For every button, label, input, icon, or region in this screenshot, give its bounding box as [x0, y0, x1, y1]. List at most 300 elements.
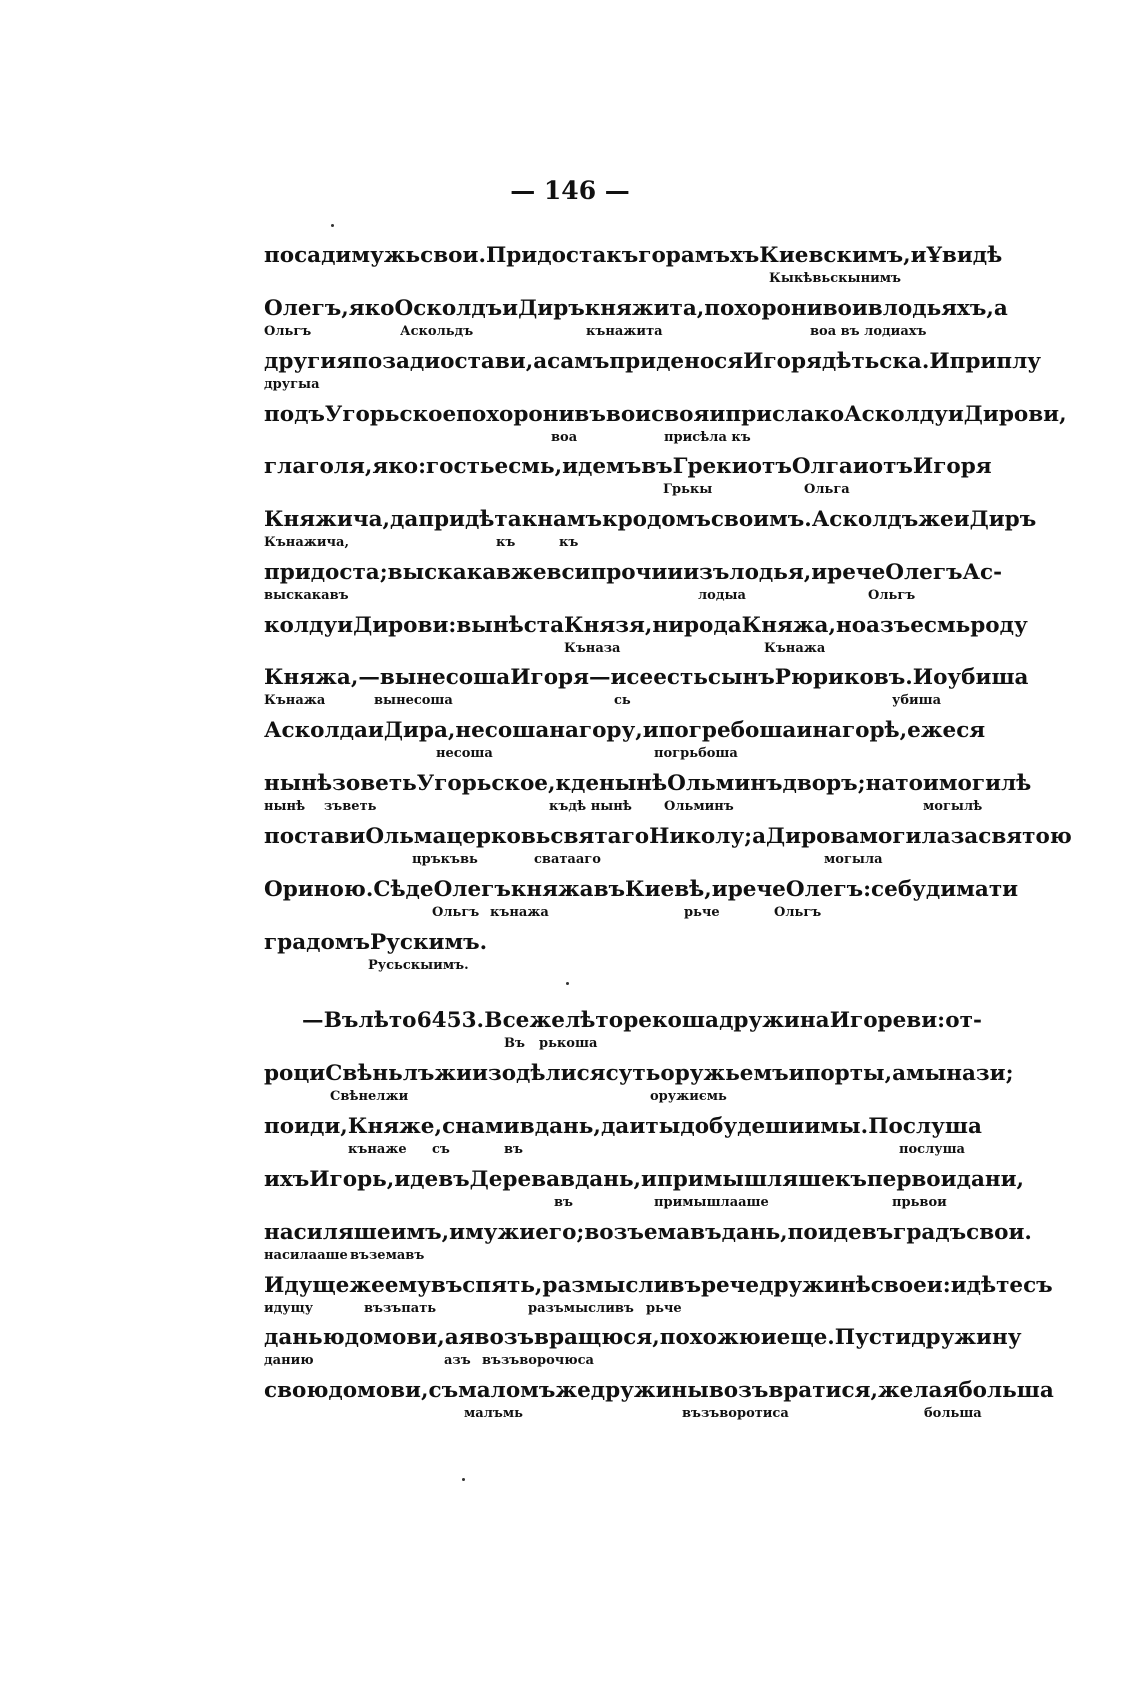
- word: отъ: [868, 454, 913, 479]
- word: Дирова: [766, 824, 860, 849]
- word: изъ: [683, 560, 730, 585]
- word: идѣте: [950, 1273, 1024, 1298]
- gloss-line: [264, 957, 982, 975]
- word: Дирови,: [963, 402, 1067, 427]
- gloss-line: [264, 270, 982, 288]
- line-text: [264, 823, 1072, 851]
- gloss-line: [264, 481, 982, 499]
- word: в: [867, 296, 883, 321]
- word: и: [502, 296, 519, 321]
- gloss-word: воа: [551, 430, 578, 445]
- word: въ: [641, 454, 673, 479]
- word: нынѣ: [264, 771, 333, 796]
- word: и: [804, 1114, 821, 1139]
- word: Идуще: [264, 1273, 350, 1298]
- gloss-word: рьче: [684, 905, 720, 920]
- word: рода: [684, 613, 742, 638]
- word: есть: [653, 665, 708, 690]
- word: святаго: [550, 824, 650, 849]
- word: и: [760, 1325, 777, 1350]
- line-text: [264, 348, 1042, 376]
- gloss-word: сь: [614, 693, 631, 708]
- word: Киевскимъ,: [759, 243, 911, 268]
- gloss-word: другыа: [264, 377, 320, 392]
- gloss-word: примышлааше: [654, 1195, 769, 1210]
- gloss-word: идущу: [264, 1301, 314, 1316]
- gloss-word: кънажа: [490, 905, 549, 920]
- gloss-word: присѣла къ: [664, 430, 751, 445]
- gloss-word: зъветь: [324, 799, 377, 814]
- word: похожю: [659, 1325, 761, 1350]
- gloss-line: [264, 323, 982, 341]
- gloss-word: Русьскыимъ.: [368, 958, 469, 973]
- word: поиде: [787, 1220, 862, 1245]
- word: добудеши: [680, 1114, 805, 1139]
- word: вынесоша: [379, 665, 511, 690]
- word: приплу: [949, 349, 1042, 374]
- gloss-word: нынѣ: [264, 799, 306, 814]
- gloss-word: Кънажа: [764, 641, 826, 656]
- gloss-word: сватааго: [534, 852, 601, 867]
- gloss-word: выскакавъ: [264, 588, 349, 603]
- word: буди: [897, 877, 957, 902]
- gloss-word: Ольга: [804, 482, 850, 497]
- word: возъвращюся,: [474, 1325, 660, 1350]
- word: дружина: [719, 1008, 830, 1033]
- word: маломъ: [458, 1378, 556, 1403]
- word: лѣто: [358, 1008, 417, 1033]
- gloss-word: лодыа: [698, 588, 746, 603]
- word: 6453.: [416, 1008, 485, 1033]
- gloss-word: данию: [264, 1353, 314, 1368]
- gloss-word: азъ: [444, 1353, 471, 1368]
- word: Въ: [323, 1008, 359, 1033]
- word: и: [852, 454, 869, 479]
- word: лѣто: [565, 1008, 624, 1033]
- line-text: [264, 929, 982, 957]
- gloss-word: несоша: [436, 746, 493, 761]
- word: другия: [264, 349, 353, 374]
- word: посади: [264, 243, 352, 268]
- word: порты,: [804, 1061, 893, 1086]
- text-line: [264, 295, 1008, 339]
- word: дань,: [534, 1114, 601, 1139]
- word: и: [610, 665, 627, 690]
- line-text: [264, 453, 992, 481]
- gloss-word: възъворотиса: [682, 1406, 789, 1421]
- gloss-word: послуша: [899, 1142, 965, 1157]
- gloss-word: Къназа: [564, 641, 621, 656]
- word: остави,: [440, 349, 534, 374]
- word: и: [910, 243, 927, 268]
- word: дань,: [574, 1167, 642, 1192]
- word: а: [533, 349, 548, 374]
- word: Греки: [672, 454, 748, 479]
- word: къ: [606, 243, 639, 268]
- word: къ: [834, 1167, 867, 1192]
- line-text: [264, 506, 1037, 534]
- word: градомъ: [264, 930, 370, 955]
- word: его;: [535, 1220, 585, 1245]
- word: съ: [1023, 1273, 1053, 1298]
- text-line: [264, 612, 1028, 656]
- word: подъ: [264, 402, 325, 427]
- word: гору,: [578, 718, 643, 743]
- gloss-word: Въ: [504, 1036, 525, 1051]
- line-text: [264, 1060, 1014, 1088]
- text-line: [264, 1377, 1054, 1421]
- word: и: [796, 718, 813, 743]
- word: могила: [859, 824, 951, 849]
- gloss-line: [264, 851, 982, 869]
- gloss-word: къ: [496, 535, 516, 550]
- gloss-line: [264, 1247, 982, 1265]
- gloss-word: больша: [924, 1406, 982, 1421]
- word: рече: [727, 877, 786, 902]
- word: Диръ: [969, 507, 1037, 532]
- line-text: [264, 664, 1029, 692]
- word: родомъ: [617, 507, 711, 532]
- word: самъ: [547, 349, 610, 374]
- word: вы: [456, 613, 493, 638]
- word: свою: [264, 1378, 329, 1403]
- word: я: [458, 1325, 475, 1350]
- word: примышляше: [657, 1167, 835, 1192]
- line-text: [264, 242, 1003, 270]
- word: же: [349, 1273, 385, 1298]
- word: имъ,: [390, 1220, 450, 1245]
- gloss-word: кънажита: [586, 324, 663, 339]
- word: Диръ: [518, 296, 585, 321]
- gloss-word: кънаже: [348, 1142, 407, 1157]
- line-text: [264, 401, 1067, 429]
- gloss-word: Ольгъ: [264, 324, 312, 339]
- gloss-line: [264, 1352, 982, 1370]
- word: роду: [970, 613, 1028, 638]
- text-line: [264, 1007, 982, 1051]
- gloss-word: убиша: [892, 693, 942, 708]
- word: Игоря: [912, 454, 992, 479]
- word: в: [519, 1114, 535, 1139]
- gloss-word: къ: [559, 535, 579, 550]
- word: есмь: [910, 613, 971, 638]
- word: насиляше: [264, 1220, 391, 1245]
- word: же: [555, 1378, 591, 1403]
- word: Послуша: [868, 1114, 982, 1139]
- word: Киевѣ,: [625, 877, 712, 902]
- gloss-word: Кыкѣвьскынимъ: [769, 271, 901, 286]
- word: дворъ;: [782, 771, 866, 796]
- word: дружинѣ: [759, 1273, 871, 1298]
- word: свои.: [966, 1220, 1032, 1245]
- gloss-word: Ольгъ: [868, 588, 916, 603]
- word: изодѣлися: [472, 1061, 606, 1086]
- line-text: [264, 770, 1032, 798]
- word: Дирови:: [353, 613, 457, 638]
- word: вси: [546, 560, 591, 585]
- word: Николу;: [649, 824, 753, 849]
- word: суть: [605, 1061, 661, 1086]
- word: есмь,: [494, 454, 563, 479]
- word: от-: [945, 1008, 982, 1033]
- word: Осколдъ: [394, 296, 503, 321]
- line-text: [264, 1113, 982, 1141]
- word: градъ: [893, 1220, 967, 1245]
- word: еще.: [776, 1325, 835, 1350]
- word: колду: [264, 613, 338, 638]
- text-line: [264, 876, 1019, 920]
- word: мужи: [465, 1220, 536, 1245]
- gloss-word: Кънажа: [264, 693, 326, 708]
- text-line: [264, 1060, 1014, 1104]
- word: Игоря: [743, 349, 822, 374]
- word: дружину: [911, 1325, 1022, 1350]
- gloss-word: съ: [432, 1142, 450, 1157]
- gloss-word: рькоша: [539, 1036, 598, 1051]
- word: за: [950, 824, 979, 849]
- word: и: [953, 507, 970, 532]
- word: дань,: [721, 1220, 788, 1245]
- text-line: [264, 1166, 1025, 1210]
- word: Княжа,: [741, 613, 836, 638]
- word: церковь: [446, 824, 551, 849]
- text-line: [264, 823, 1072, 867]
- word: своеи:: [870, 1273, 951, 1298]
- word: и: [641, 1167, 657, 1192]
- word: размысливъ: [542, 1273, 701, 1298]
- word: поиди,: [264, 1114, 348, 1139]
- word: въ: [593, 877, 626, 902]
- word: яко: [348, 296, 395, 321]
- text-line: [264, 1272, 1053, 1316]
- word: нази;: [946, 1061, 1014, 1086]
- line-text: [264, 1272, 1053, 1300]
- word: приде: [609, 349, 685, 374]
- word: Ұвидѣ: [926, 243, 1003, 268]
- word: азъ: [866, 613, 911, 638]
- word: —: [588, 665, 611, 690]
- word: и: [629, 1114, 646, 1139]
- word: первои: [866, 1167, 957, 1192]
- gloss-line: [264, 376, 982, 394]
- word: да: [390, 507, 419, 532]
- word: мы.: [820, 1114, 869, 1139]
- word: и: [449, 1220, 466, 1245]
- word: на: [549, 718, 579, 743]
- word: а: [752, 824, 767, 849]
- word: Олегъ: [885, 560, 963, 585]
- word: въспять,: [430, 1273, 543, 1298]
- word: мати: [956, 877, 1019, 902]
- speck: [462, 1478, 465, 1481]
- word: домови,: [328, 1378, 429, 1403]
- word: Ориною.: [264, 877, 374, 902]
- word: и: [642, 718, 659, 743]
- word: а: [444, 1325, 459, 1350]
- word: похоронивъ: [456, 402, 606, 427]
- word: Олга: [791, 454, 853, 479]
- gloss-line: [264, 429, 982, 447]
- word: святою: [978, 824, 1072, 849]
- word: княжита,: [584, 296, 705, 321]
- gloss-word: въ: [554, 1195, 574, 1210]
- word: присла: [725, 402, 815, 427]
- word: се: [871, 877, 898, 902]
- word: ни: [652, 613, 685, 638]
- gloss-word: могылѣ: [923, 799, 983, 814]
- gloss-word: разъмысливъ: [528, 1301, 634, 1316]
- line-text: [264, 1219, 1032, 1247]
- word: зоветь: [332, 771, 417, 796]
- gloss-word: Ольгъ: [432, 905, 480, 920]
- gloss-word: оружиємь: [650, 1089, 727, 1104]
- gloss-word: рьче: [646, 1301, 682, 1316]
- gloss-word: Свѣнелжи: [330, 1089, 409, 1104]
- word: роци: [264, 1061, 326, 1086]
- word: домови,: [344, 1325, 445, 1350]
- word: В: [484, 1008, 503, 1033]
- line-text: [264, 612, 1028, 640]
- line-text: [264, 717, 986, 745]
- word: позади: [352, 349, 441, 374]
- word: Дира,: [383, 718, 456, 743]
- word: нося: [684, 349, 744, 374]
- gloss-word: Аскольдъ: [400, 324, 474, 339]
- page-number: — 146 —: [510, 176, 630, 205]
- word: Свѣньлъжи: [325, 1061, 473, 1086]
- text-line: [264, 506, 1037, 550]
- text-line: [264, 1324, 1022, 1368]
- word: Угорьское,: [416, 771, 556, 796]
- word: и: [811, 560, 828, 585]
- word: мужь: [351, 243, 421, 268]
- gloss-word: възъпать: [364, 1301, 437, 1316]
- line-text: [264, 1007, 982, 1035]
- word: горѣ,: [841, 718, 908, 743]
- word: тои: [895, 771, 939, 796]
- gloss-word: цръкъвь: [412, 852, 478, 867]
- word: дружины: [590, 1378, 709, 1403]
- word: мы: [906, 1061, 947, 1086]
- word: а: [892, 1061, 907, 1086]
- word: гость: [426, 454, 495, 479]
- word: нами: [455, 1114, 520, 1139]
- word: Игореви:: [829, 1008, 946, 1033]
- word: Игоря: [510, 665, 589, 690]
- word: Ольминъ: [667, 771, 783, 796]
- gloss-line: [264, 745, 982, 763]
- word: се: [502, 1008, 530, 1033]
- word: Рускимъ.: [369, 930, 488, 955]
- word: а: [993, 296, 1008, 321]
- word: нѣста: [492, 613, 565, 638]
- gloss-line: [264, 692, 982, 710]
- line-text: [264, 876, 1019, 904]
- word: вои: [605, 402, 652, 427]
- word: постави: [264, 824, 366, 849]
- gloss-line: [264, 904, 982, 922]
- gloss-word: къдѣ нынѣ: [549, 799, 632, 814]
- gloss-word: въземавъ: [350, 1248, 425, 1263]
- gloss-word: прьвои: [892, 1195, 947, 1210]
- text-line: [264, 1219, 1032, 1263]
- gloss-word: Грькы: [663, 482, 713, 497]
- gloss-line: [264, 534, 982, 552]
- word: выскакав: [387, 560, 512, 585]
- gloss-word: Ольгъ: [774, 905, 822, 920]
- gloss-line: [264, 1141, 982, 1159]
- text-line: [264, 559, 1003, 603]
- word: рече: [700, 1273, 760, 1298]
- word: оубиша: [933, 665, 1029, 690]
- gloss-word: погрьбоша: [654, 746, 738, 761]
- gloss-word: въ: [504, 1142, 524, 1157]
- gloss-word: малъмь: [464, 1406, 523, 1421]
- text-line: [264, 717, 986, 761]
- word: въ: [438, 1167, 470, 1192]
- word: рекоша: [623, 1008, 719, 1033]
- word: ему: [384, 1273, 431, 1298]
- word: же: [918, 507, 954, 532]
- word: ихъ: [264, 1167, 310, 1192]
- word: Княже,: [347, 1114, 442, 1139]
- word: еже: [907, 718, 957, 743]
- word: на: [812, 718, 842, 743]
- word: несоша: [455, 718, 550, 743]
- gloss-line: [264, 640, 982, 658]
- word: намъ: [537, 507, 603, 532]
- gloss-line: [264, 1300, 982, 1318]
- word: Пусти: [834, 1325, 912, 1350]
- word: И: [912, 665, 934, 690]
- word: хъ: [729, 243, 760, 268]
- word: и: [367, 718, 384, 743]
- word: да: [600, 1114, 630, 1139]
- word: Ас-: [962, 560, 1003, 585]
- gloss-word: вынесоша: [374, 693, 453, 708]
- word: но: [835, 613, 867, 638]
- word: же: [511, 560, 547, 585]
- word: Ольма: [365, 824, 447, 849]
- word: к: [521, 507, 538, 532]
- text-line: [264, 401, 1067, 445]
- word: лодья,: [729, 560, 812, 585]
- word: съ: [428, 1378, 459, 1403]
- word: глаголя,: [264, 454, 373, 479]
- gloss-word: възъворочюса: [482, 1353, 594, 1368]
- word: своя: [651, 402, 710, 427]
- word: и: [711, 877, 728, 902]
- text-line: [264, 1113, 982, 1157]
- gloss-line: [264, 1405, 982, 1423]
- word: иде: [394, 1167, 439, 1192]
- gloss-line: [264, 587, 982, 605]
- word: возъемавъ: [584, 1220, 722, 1245]
- gloss-word: воа въ лодиахъ: [810, 324, 927, 339]
- word: лодьяхъ,: [882, 296, 994, 321]
- word: сынъ: [707, 665, 775, 690]
- word: к: [602, 507, 618, 532]
- text-line: [264, 929, 982, 973]
- word: своимъ.: [710, 507, 812, 532]
- gloss-word: насилааше: [264, 1248, 348, 1263]
- word: с: [442, 1114, 456, 1139]
- word: придѣта: [418, 507, 522, 532]
- word: въ: [861, 1220, 894, 1245]
- word: и: [337, 613, 354, 638]
- word: Княжича,: [264, 507, 390, 532]
- word: ко: [814, 402, 845, 427]
